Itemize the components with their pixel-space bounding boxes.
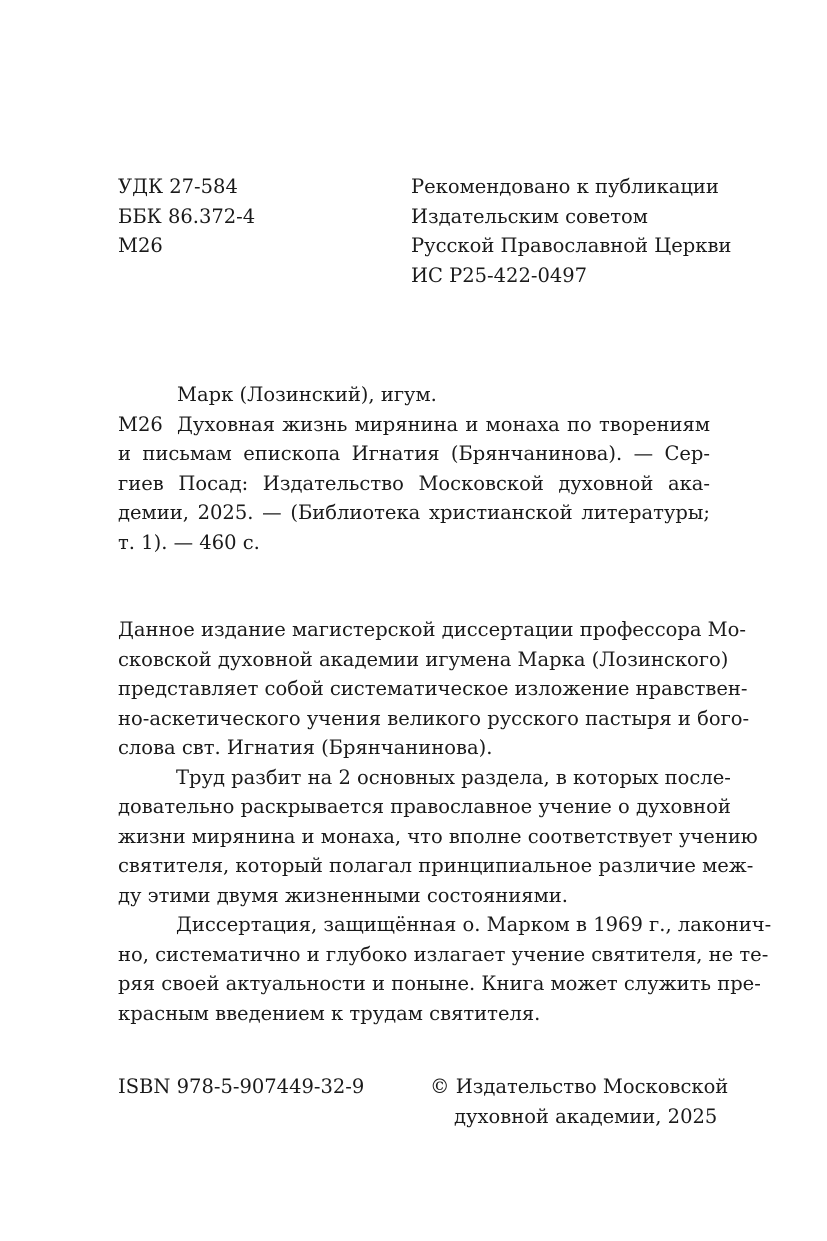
udk-code: УДК 27-584 xyxy=(118,175,238,198)
annotation-line: сковской духовной академии игумена Марка (Лозинского) xyxy=(118,647,729,671)
recommendation-line: Рекомендовано к публикации xyxy=(411,175,719,198)
annotation-line: довательно раскрывается православное учение о духовной xyxy=(118,795,731,818)
annotation-line: но, систематично и глубоко излагает учение святителя, не те- xyxy=(118,942,769,966)
publication-recommendation xyxy=(411,172,732,290)
recommendation-line: Русской Православной Церкви xyxy=(411,234,732,257)
annotation-line: красным введением к трудам святителя. xyxy=(118,1001,541,1025)
catalog-author: Марк (Лозинский), игум. xyxy=(177,383,437,406)
catalog-line: т. 1). — 460 с. xyxy=(118,530,260,554)
isbn-number: ISBN 978-5-907449-32-9 xyxy=(118,1075,365,1098)
catalog-line: и письмам епископа Игнатия (Брянчанинова). — Сер- xyxy=(118,442,710,465)
annotation-line: ду этими двумя жизненными состояниями. xyxy=(118,883,568,907)
annotation xyxy=(118,615,772,1028)
annotation-line: ряя своей актуальности и поныне. Книга может служить пре- xyxy=(118,972,761,995)
copyright-line: духовной академии, 2025 xyxy=(454,1104,718,1128)
annotation-line: но-аскетического учения великого русского пастыря и бого- xyxy=(118,706,750,730)
catalog-line: Духовная жизнь мирянина и монаха по творениям xyxy=(177,412,710,436)
catalog-line: демии, 2025. — (Библиотека христианской литературы; xyxy=(118,501,710,524)
annotation-line: Диссертация, защищённая о. Марком в 1969 г., лаконич- xyxy=(176,913,772,936)
author-mark: М26 xyxy=(118,234,163,257)
classification-codes xyxy=(118,172,318,261)
annotation-line: жизни мирянина и монаха, что вполне соответствует учению xyxy=(118,824,758,848)
catalog-author-mark: М26 xyxy=(118,412,163,436)
bbk-code: ББК 86.372-4 xyxy=(118,204,256,228)
annotation-line: представляет собой систематическое изложение нравствен- xyxy=(118,677,748,700)
recommendation-line: Издательским советом xyxy=(411,204,648,228)
catalog-entry xyxy=(118,380,710,557)
copyright-line: © Издательство Московской xyxy=(430,1075,729,1098)
isbn xyxy=(118,1072,378,1102)
annotation-line: святителя, который полагал принципиальное различие меж- xyxy=(118,854,754,877)
copyright xyxy=(430,1072,729,1131)
annotation-line: слова свт. Игнатия (Брянчанинова). xyxy=(118,736,493,759)
annotation-line: Труд разбит на 2 основных раздела, в которых после- xyxy=(176,765,731,789)
annotation-line: Данное издание магистерской диссертации профессора Мо- xyxy=(118,618,746,641)
recommendation-line: ИС Р25-422-0497 xyxy=(411,263,588,287)
catalog-line: гиев Посад: Издательство Московской духовной ака- xyxy=(118,471,710,495)
